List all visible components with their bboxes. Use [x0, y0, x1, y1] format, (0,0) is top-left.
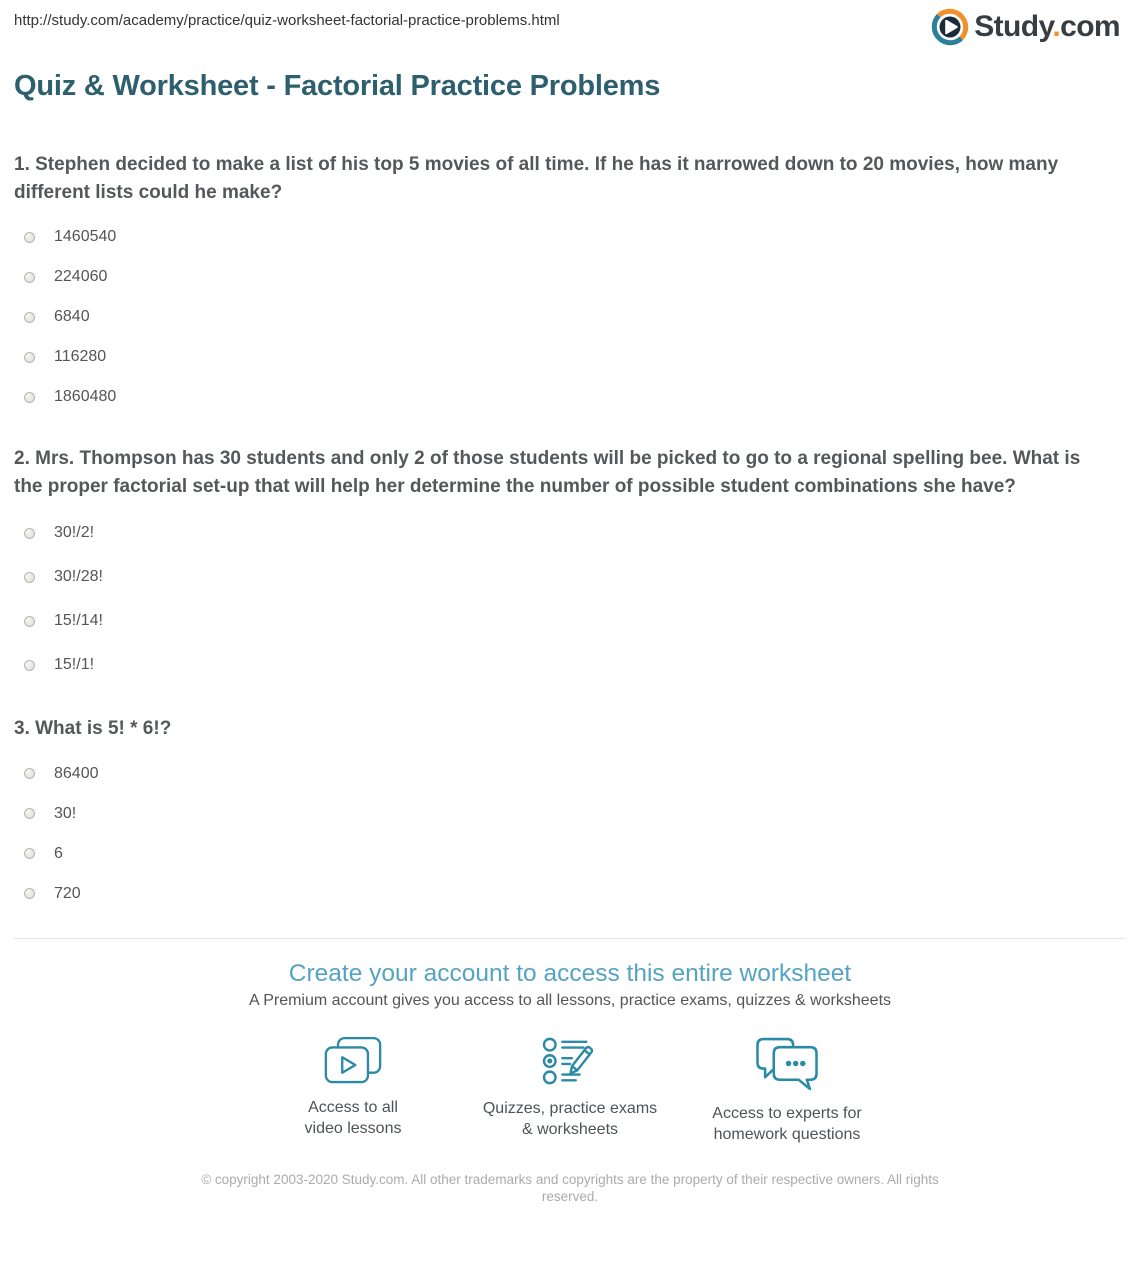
option-label[interactable]: 30!/28! [54, 568, 103, 585]
option-label[interactable]: 15!/1! [54, 656, 95, 673]
radio-button[interactable] [24, 808, 35, 819]
option-label[interactable]: 15!/14! [54, 612, 103, 629]
option-label[interactable]: 86400 [54, 764, 99, 782]
section-divider [14, 938, 1126, 939]
logo-dot: . [1052, 10, 1061, 43]
radio-button[interactable] [24, 232, 35, 243]
answer-option[interactable] [14, 794, 1126, 834]
play-circle-icon [931, 8, 969, 46]
radio-button[interactable] [24, 272, 35, 283]
video-lessons-icon [324, 1036, 382, 1087]
answer-option[interactable] [14, 834, 1126, 874]
answer-option[interactable] [14, 337, 1126, 377]
option-label[interactable]: 6840 [54, 308, 90, 325]
option-label[interactable]: 224060 [54, 268, 108, 285]
radio-button[interactable] [24, 392, 35, 403]
radio-button[interactable] [24, 660, 35, 671]
option-label[interactable]: 1860480 [54, 388, 117, 405]
radio-button[interactable] [24, 572, 35, 583]
feature-video-lessons [245, 1036, 462, 1145]
question-1 [14, 151, 1126, 417]
question-2-text: 2. Mrs. Thompson has 30 students and only 2 of those students will be picked to go to a regional spelling bee. What is the proper factorial set-up that will help her determine the number of possible student combinations she have? [14, 448, 1081, 497]
answer-option[interactable] [14, 297, 1126, 337]
answer-option[interactable] [14, 874, 1126, 914]
feature-label-line2: & worksheets [521, 1120, 619, 1138]
logo-text [974, 10, 1120, 44]
logo-text-study: Study [974, 10, 1053, 43]
option-label[interactable]: 1460540 [54, 228, 117, 245]
radio-button[interactable] [24, 528, 35, 539]
feature-label-line2: homework questions [713, 1125, 861, 1143]
page-title: Quiz & Worksheet - Factorial Practice Problems [14, 70, 661, 102]
answer-option[interactable] [14, 754, 1126, 794]
answer-option[interactable] [14, 643, 1126, 687]
option-label[interactable]: 116280 [54, 348, 107, 365]
chat-experts-icon [752, 1036, 822, 1093]
question-3-text: 3. What is 5! * 6!? [14, 718, 172, 739]
studycom-logo[interactable] [931, 8, 1120, 46]
feature-label [462, 1098, 679, 1140]
option-label[interactable]: 30! [54, 804, 77, 822]
feature-label-line1: Access to experts for [712, 1104, 862, 1122]
option-label[interactable]: 720 [54, 884, 81, 902]
feature-quizzes-worksheets [462, 1036, 679, 1145]
page-url: http://study.com/academy/practice/quiz-worksheet-factorial-practice-problems.html [14, 12, 560, 29]
feature-label [245, 1097, 462, 1139]
radio-button[interactable] [24, 312, 35, 323]
answer-option[interactable] [14, 599, 1126, 643]
option-label[interactable]: 30!/2! [54, 524, 95, 541]
cta-heading: Create your account to access this entire worksheet [288, 959, 852, 987]
copyright-text: © copyright 2003-2020 Study.com. All other trademarks and copyrights are the property of their respective owners. All rights reserved. [201, 1171, 939, 1204]
question-3 [14, 715, 1126, 914]
question-1-options [14, 217, 1126, 417]
question-2-options [14, 511, 1126, 687]
answer-option[interactable] [14, 217, 1126, 257]
features-row [0, 1036, 1140, 1145]
question-1-text: 1. Stephen decided to make a list of his top 5 movies of all time. If he has it narrowed down to 20 movies, how many different lists could he make? [14, 154, 1059, 203]
feature-label-line1: Access to all [308, 1098, 398, 1116]
feature-label [679, 1103, 896, 1145]
feature-homework-experts [679, 1036, 896, 1145]
radio-button[interactable] [24, 616, 35, 627]
logo-text-com: com [1060, 10, 1120, 43]
feature-label-line1: Quizzes, practice exams [482, 1099, 658, 1117]
radio-button[interactable] [24, 352, 35, 363]
feature-label-line2: video lessons [304, 1119, 402, 1137]
radio-button[interactable] [24, 768, 35, 779]
quiz-worksheet-icon [540, 1036, 600, 1088]
cta-subheading: A Premium account gives you access to all lessons, practice exams, quizzes & worksheets [248, 991, 892, 1009]
question-2 [14, 445, 1126, 687]
answer-option[interactable] [14, 257, 1126, 297]
answer-option[interactable] [14, 377, 1126, 417]
option-label[interactable]: 6 [54, 844, 63, 862]
question-3-options [14, 754, 1126, 914]
answer-option[interactable] [14, 555, 1126, 599]
radio-button[interactable] [24, 888, 35, 899]
answer-option[interactable] [14, 511, 1126, 555]
radio-button[interactable] [24, 848, 35, 859]
